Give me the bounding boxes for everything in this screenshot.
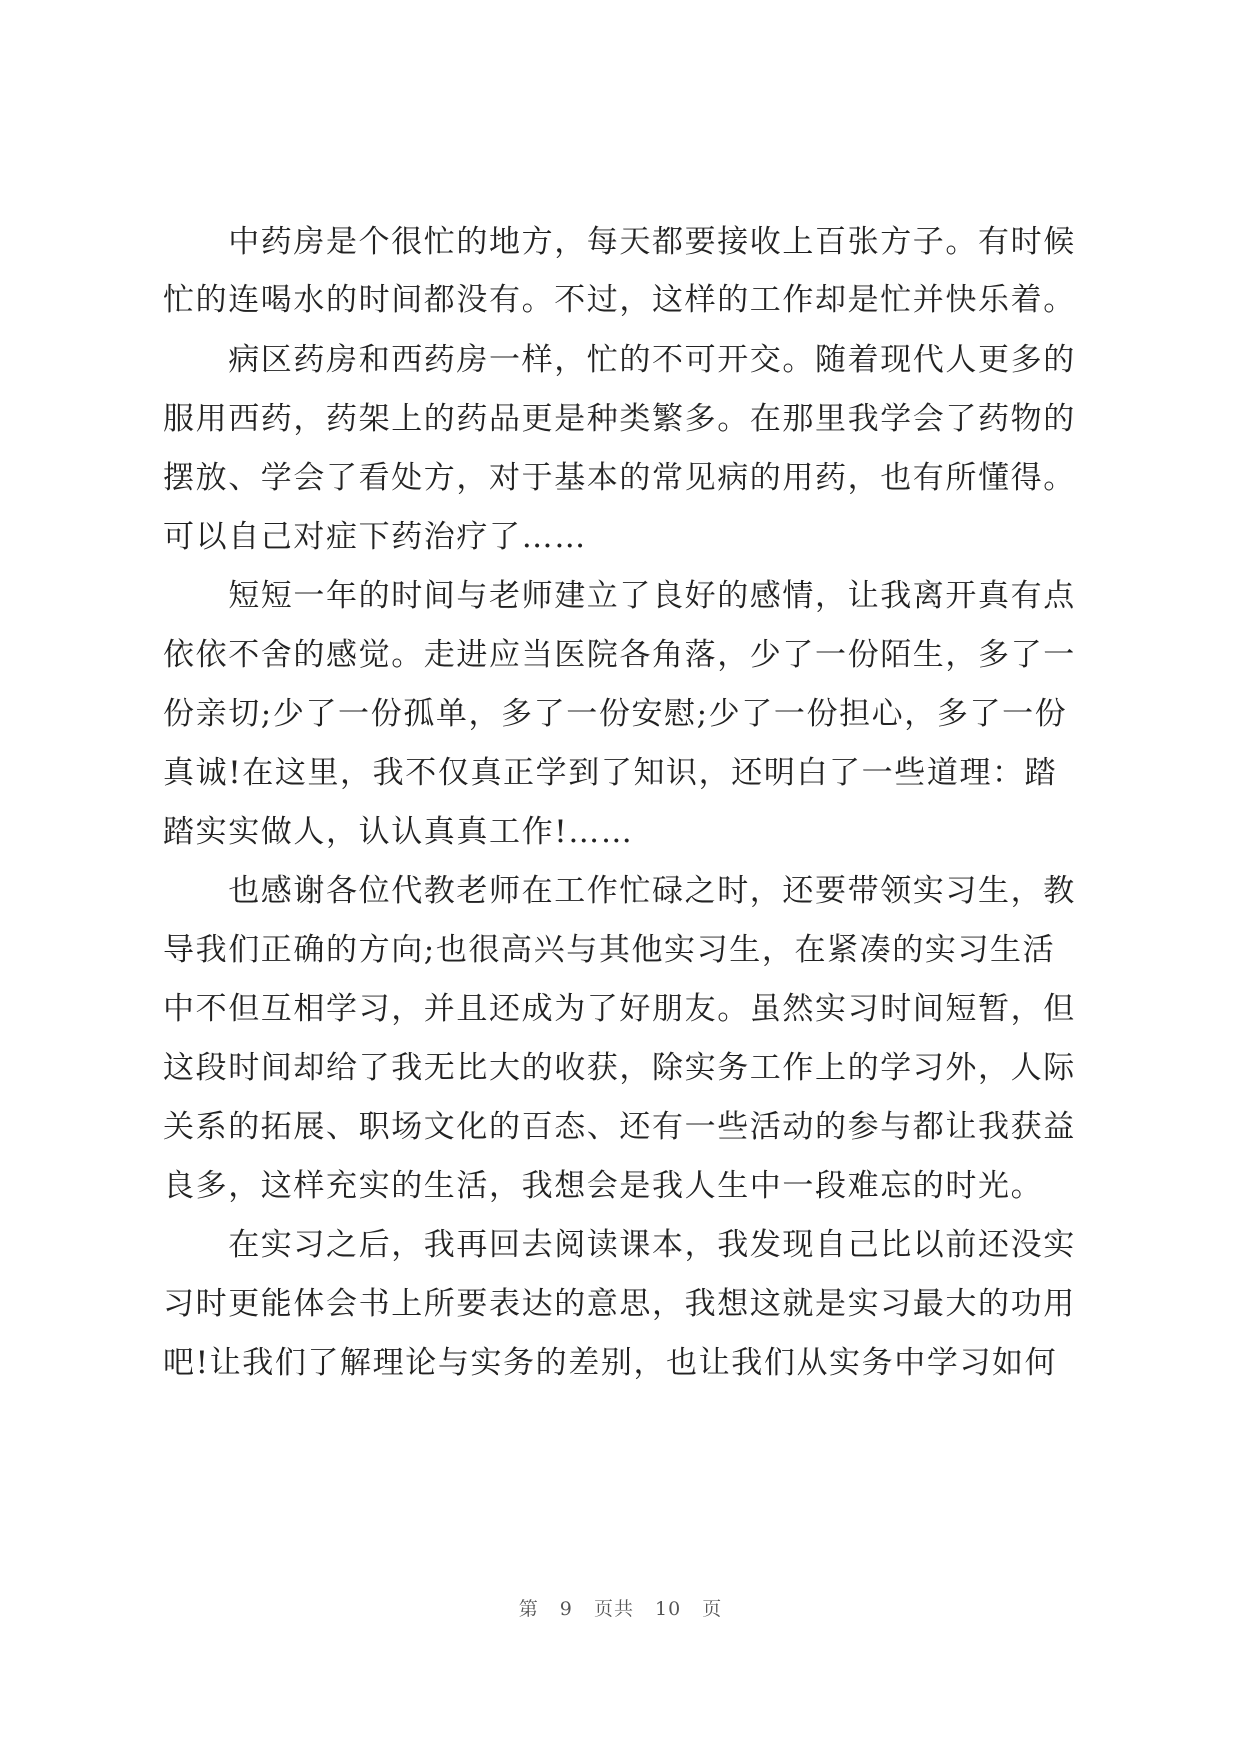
current-page-number: 9 — [559, 1598, 573, 1620]
text-line: 习时更能体会书上所要表达的意思，我想这就是实习最大的功用 — [163, 1286, 1076, 1322]
total-pages-number: 10 — [655, 1598, 682, 1620]
text-line: 短短一年的时间与老师建立了良好的感情，让我离开真有点 — [163, 578, 1076, 614]
text-line: 踏实实做人，认认真真工作!…… — [163, 814, 634, 850]
text-line: 真诚!在这里，我不仅真正学到了知识，还明白了一些道理：踏 — [163, 755, 1058, 791]
text-line: 这段时间却给了我无比大的收获，除实务工作上的学习外，人际 — [163, 1050, 1076, 1086]
text-line: 病区药房和西药房一样，忙的不可开交。随着现代人更多的 — [163, 342, 1076, 378]
footer-middle: 页共 — [593, 1598, 634, 1620]
text-line: 在实习之后，我再回去阅读课本，我发现自己比以前还没实 — [163, 1227, 1076, 1263]
text-line: 中不但互相学习，并且还成为了好朋友。虽然实习时间短暂，但 — [163, 991, 1076, 1027]
text-line: 关系的拓展、职场文化的百态、还有一些活动的参与都让我获益 — [163, 1109, 1076, 1145]
footer-suffix: 页 — [702, 1598, 723, 1620]
text-line: 良多，这样充实的生活，我想会是我人生中一段难忘的时光。 — [163, 1168, 1044, 1204]
text-line: 中药房是个很忙的地方，每天都要接收上百张方子。有时候 — [163, 224, 1076, 260]
text-line: 份亲切;少了一份孤单，多了一份安慰;少了一份担心，多了一份 — [163, 696, 1068, 732]
text-line: 服用西药，药架上的药品更是种类繁多。在那里我学会了药物的 — [163, 401, 1076, 437]
text-line: 也感谢各位代教老师在工作忙碌之时，还要带领实习生，教 — [163, 873, 1076, 909]
text-line: 可以自己对症下药治疗了…… — [163, 519, 587, 555]
text-line: 导我们正确的方向;也很高兴与其他实习生，在紧凑的实习生活 — [163, 932, 1056, 968]
text-line: 吧!让我们了解理论与实务的差别，也让我们从实务中学习如何 — [163, 1345, 1058, 1381]
text-line: 摆放、学会了看处方，对于基本的常见病的用药，也有所懂得。 — [163, 460, 1076, 496]
page-footer — [0, 1594, 1241, 1621]
text-line: 依依不舍的感觉。走进应当医院各角落，少了一份陌生，多了一 — [163, 637, 1076, 673]
footer-prefix: 第 — [518, 1598, 539, 1620]
text-line: 忙的连喝水的时间都没有。不过，这样的工作却是忙并快乐着。 — [163, 282, 1076, 318]
